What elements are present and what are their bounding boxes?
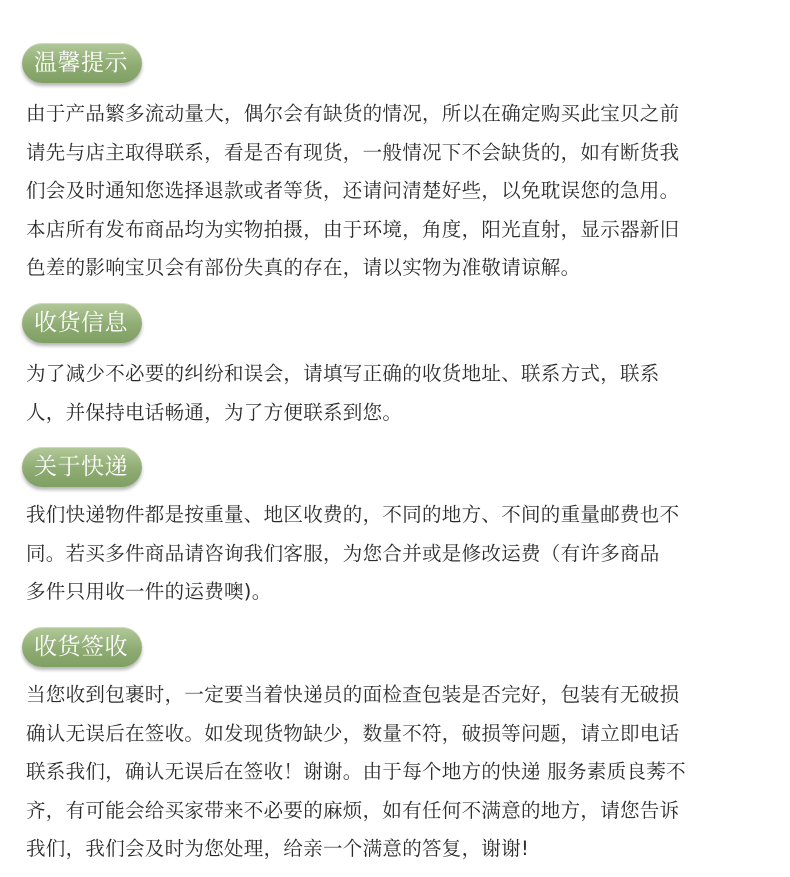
section-title-shipping-info: 收货信息 <box>22 303 142 343</box>
text-line: 为了减少不必要的纠纷和误会，请填写正确的收货地址、联系方式，联系 <box>26 362 660 385</box>
section-body-shipping-info <box>26 355 766 432</box>
text-line: 们会及时通知您选择退款或者等货，还请问清楚好些，以免耽误您的急用。 <box>26 179 680 202</box>
text-line: 人，并保持电话畅通，为了方便联系到您。 <box>26 400 403 424</box>
text-line: 齐，有可能会给买家带来不必要的麻烦，如有任何不满意的地方，请您告诉 <box>26 798 680 822</box>
section-body-tips <box>26 95 766 288</box>
text-line: 由于产品繁多流动量大，偶尔会有缺货的情况，所以在确定购买此宝贝之前 <box>26 102 680 125</box>
text-line: 确认无误后在签收。如发现货物缺少，数量不符，破损等问题，请立即电话 <box>26 721 680 745</box>
text-line: 我们，我们会及时为您处理，给亲一个满意的答复，谢谢! <box>26 837 530 860</box>
text-line: 同。若买多件商品请咨询我们客服，为您合并或是修改运费（有许多商品 <box>26 541 660 565</box>
text-line: 当您收到包裹时，一定要当着快递员的面检查包装是否完好，包装有无破损 <box>26 683 680 706</box>
section-body-express <box>26 496 766 612</box>
text-line: 我们快递物件都是按重量、地区收费的，不同的地方、不间的重量邮费也不 <box>26 503 680 526</box>
text-line: 多件只用收一件的运费噢)。 <box>26 580 272 603</box>
text-line: 请先与店主取得联系，看是否有现货，一般情况下不会缺货的，如有断货我 <box>26 140 680 164</box>
text-line: 本店所有发布商品均为实物拍摄，由于环境，角度，阳光直射，显示器新旧 <box>26 217 680 241</box>
text-line: 色差的影响宝贝会有部份失真的存在，请以实物为准敬请谅解。 <box>26 256 581 279</box>
section-title-express: 关于快递 <box>22 447 142 487</box>
text-line: 联系我们，确认无误后在签收！谢谢。由于每个地方的快递 服务素质良莠不 <box>26 760 686 783</box>
section-title-receipt: 收货签收 <box>22 627 142 667</box>
section-body-receipt <box>26 676 766 869</box>
section-title-tips: 温馨提示 <box>22 43 142 83</box>
